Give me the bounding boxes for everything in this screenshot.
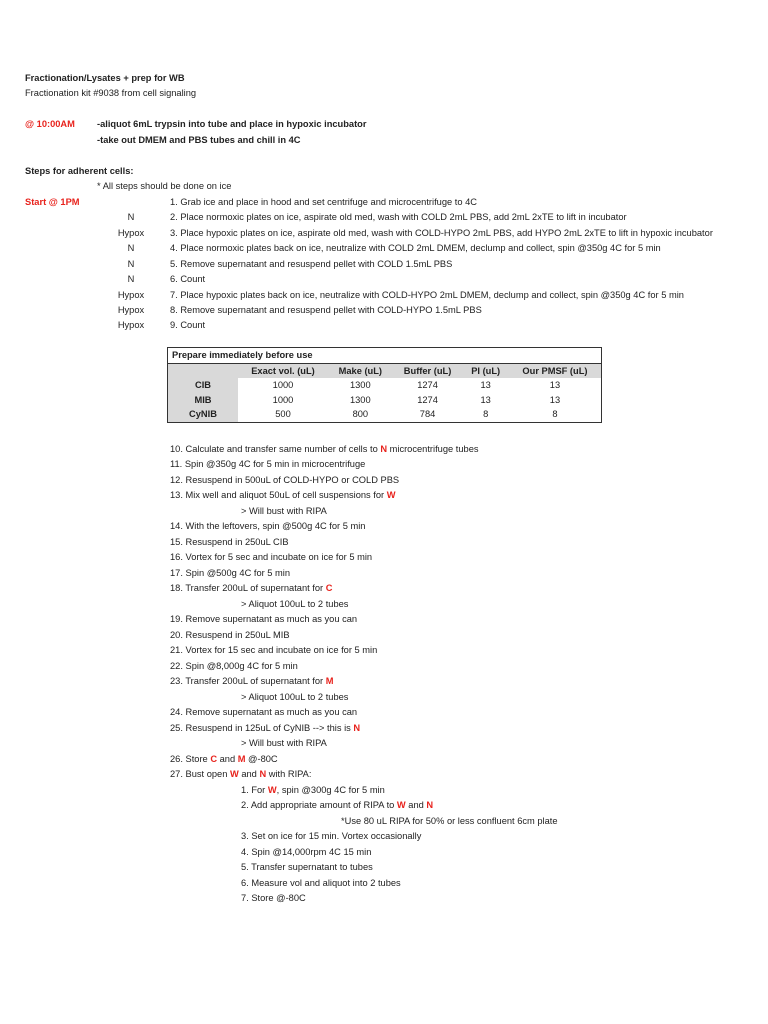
step-tag: Hypox <box>117 228 145 238</box>
step-26 <box>170 753 278 765</box>
ripa-step-7: 7. Store @-80C <box>241 893 306 903</box>
document-title: Fractionation/Lysates + prep for WB <box>25 73 185 83</box>
step-text: 1. For <box>241 785 268 795</box>
table-cell: 8 <box>483 409 489 420</box>
step-5: 5. Remove supernatant and resuspend pellet with COLD 1.5mL PBS <box>170 259 453 269</box>
step-22: 22. Spin @8,000g 4C for 5 min <box>170 661 298 671</box>
step-text: 25. Resuspend in 125uL of CyNIB --> this is <box>170 723 354 733</box>
step-text: , spin @300g 4C for 5 min <box>276 785 385 795</box>
step-text: 23. Transfer 200uL of supernatant for <box>170 676 326 686</box>
adherent-heading: Steps for adherent cells: <box>25 166 134 176</box>
fraction-code: N <box>380 444 388 454</box>
step-11: 11. Spin @350g 4C for 5 min in microcentrifuge <box>170 459 366 469</box>
table-cell: 13 <box>549 394 561 405</box>
ripa-note: *Use 80 uL RIPA for 50% or less confluent 6cm plate <box>341 816 558 826</box>
table-cell: 784 <box>419 409 436 420</box>
step-12: 12. Resuspend in 500uL of COLD-HYPO or COLD PBS <box>170 475 400 485</box>
table-cell: 1000 <box>272 380 294 391</box>
step-15: 15. Resuspend in 250uL CIB <box>170 537 289 547</box>
step-21: 21. Vortex for 15 sec and incubate on ice for 5 min <box>170 645 378 655</box>
table-cell: 1000 <box>272 394 294 405</box>
ripa-step-6: 6. Measure vol and aliquot into 2 tubes <box>241 878 401 888</box>
start-time: Start @ 1PM <box>25 197 80 207</box>
table-caption: Prepare immediately before use <box>168 348 602 364</box>
step-19: 19. Remove supernatant as much as you can <box>170 614 358 624</box>
step-6: 6. Count <box>170 274 206 284</box>
step-24: 24. Remove supernatant as much as you can <box>170 707 358 717</box>
ripa-step-2 <box>241 799 433 811</box>
step-text: and <box>217 754 238 764</box>
step-7: 7. Place hypoxic plates back on ice, neutralize with COLD-HYPO 2mL DMEM, declump and collect, spin @350g 4C for 5 min <box>170 290 684 300</box>
table-cell: 8 <box>552 409 558 420</box>
table-cell: 1300 <box>349 380 371 391</box>
table-row <box>168 393 602 408</box>
morning-line-2: -take out DMEM and PBS tubes and chill in 4C <box>97 135 301 145</box>
ripa-step-3: 3. Set on ice for 15 min. Vortex occasionally <box>241 831 422 841</box>
step-23-sub: > Aliquot 100uL to 2 tubes <box>241 692 349 702</box>
ripa-step-4: 4. Spin @14,000rpm 4C 15 min <box>241 847 372 857</box>
step-text: @-80C <box>245 754 278 764</box>
step-3: 3. Place hypoxic plates on ice, aspirate old med, wash with COLD-HYPO 2mL PBS, add HYPO 2mL 2xTE to lift in hypoxic incubator <box>170 228 713 238</box>
fraction-code: W <box>229 769 239 779</box>
step-tag: Hypox <box>117 320 145 330</box>
table-cell: 1274 <box>417 380 438 391</box>
table-row <box>168 378 602 393</box>
step-text: 2. Add appropriate amount of RIPA to <box>241 800 397 810</box>
table-cell: 13 <box>549 380 561 391</box>
ripa-step-1 <box>241 784 385 796</box>
fraction-code: N <box>259 769 267 779</box>
morning-time: @ 10:00AM <box>25 119 75 129</box>
step-27 <box>170 768 311 780</box>
table-cell: 800 <box>352 409 369 420</box>
table-row <box>168 407 602 422</box>
table-cell: 1274 <box>417 394 438 405</box>
step-13-sub: > Will bust with RIPA <box>241 506 327 516</box>
step-tag: Hypox <box>117 290 145 300</box>
fraction-code: M <box>325 676 334 686</box>
step-text: 18. Transfer 200uL of supernatant for <box>170 583 326 593</box>
ice-note: * All steps should be done on ice <box>97 181 232 191</box>
row-label: CyNIB <box>168 407 239 422</box>
fraction-code: W <box>267 785 277 795</box>
step-text: 10. Calculate and transfer same number of cells to <box>170 444 381 454</box>
step-18 <box>170 582 332 594</box>
document-subtitle: Fractionation kit #9038 from cell signaling <box>25 88 197 98</box>
step-tag: N <box>127 259 135 269</box>
fraction-code: W <box>386 490 396 500</box>
fraction-code: C <box>210 754 218 764</box>
step-9: 9. Count <box>170 320 206 330</box>
fraction-code: W <box>396 800 406 810</box>
step-tag: N <box>127 274 135 284</box>
step-13 <box>170 489 396 501</box>
fraction-code: M <box>237 754 246 764</box>
step-1: 1. Grab ice and place in hood and set centrifuge and microcentrifuge to 4C <box>170 197 477 207</box>
table-header-cell: Exact vol. (uL) <box>238 363 328 378</box>
step-25-sub: > Will bust with RIPA <box>241 738 327 748</box>
table-header-cell: Make (uL) <box>328 363 393 378</box>
step-tag: N <box>127 243 135 253</box>
step-text: and <box>405 800 427 810</box>
table-cell: 13 <box>480 380 491 391</box>
step-10 <box>170 443 479 455</box>
table-header-cell: PI (uL) <box>462 363 508 378</box>
table-header-cell <box>168 363 239 378</box>
step-text: 13. Mix well and aliquot 50uL of cell suspensions for <box>170 490 387 500</box>
ripa-step-5: 5. Transfer supernatant to tubes <box>241 862 373 872</box>
fraction-code: N <box>426 800 434 810</box>
table-cell: 1300 <box>349 394 371 405</box>
fraction-code: N <box>353 723 361 733</box>
step-20: 20. Resuspend in 250uL MIB <box>170 630 290 640</box>
step-14: 14. With the leftovers, spin @500g 4C for 5 min <box>170 521 366 531</box>
table-cell: 500 <box>275 409 291 420</box>
step-text: and <box>238 769 260 779</box>
step-23 <box>170 675 334 687</box>
table-header-cell: Our PMSF (uL) <box>509 363 602 378</box>
step-text: 27. Bust open <box>170 769 230 779</box>
step-text: 26. Store <box>170 754 211 764</box>
morning-line-1: -aliquot 6mL trypsin into tube and place in hypoxic incubator <box>97 119 367 129</box>
step-text: with RIPA: <box>266 769 312 779</box>
table-cell: 13 <box>480 394 491 405</box>
step-4: 4. Place normoxic plates back on ice, neutralize with COLD 2mL DMEM, declump and collect, spin @350g 4C for 5 min <box>170 243 661 253</box>
buffer-table <box>167 347 602 423</box>
step-18-sub: > Aliquot 100uL to 2 tubes <box>241 599 349 609</box>
step-tag: N <box>127 212 135 222</box>
step-17: 17. Spin @500g 4C for 5 min <box>170 568 291 578</box>
step-tag: Hypox <box>117 305 145 315</box>
fraction-code: C <box>325 583 333 593</box>
step-25 <box>170 722 360 734</box>
step-2: 2. Place normoxic plates on ice, aspirate old med, wash with COLD 2mL PBS, add 2mL 2xTE to lift in incubator <box>170 212 627 222</box>
row-label: CIB <box>168 378 239 393</box>
row-label: MIB <box>168 393 239 408</box>
table-header-cell: Buffer (uL) <box>393 363 463 378</box>
step-text: microcentrifuge tubes <box>387 444 479 454</box>
step-8: 8. Remove supernatant and resuspend pellet with COLD-HYPO 1.5mL PBS <box>170 305 482 315</box>
step-16: 16. Vortex for 5 sec and incubate on ice for 5 min <box>170 552 373 562</box>
